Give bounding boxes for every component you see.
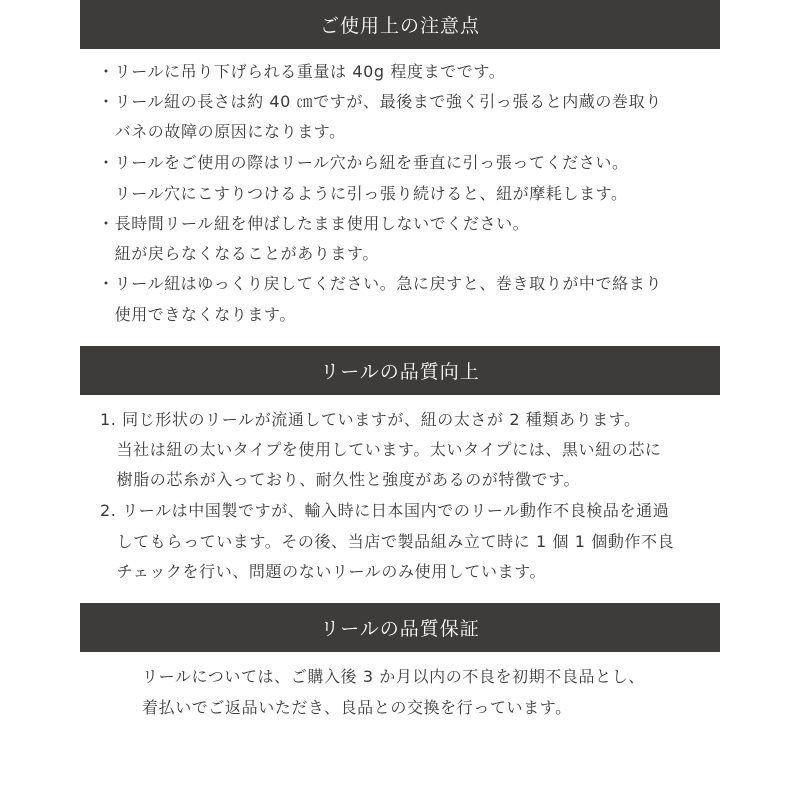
caution-line: バネの故障の原因になります。	[98, 122, 346, 141]
caution-line: ・長時間リール紐を伸ばしたまま使用しないでください。	[98, 214, 530, 233]
quality-line: 1. 同じ形状のリールが流通していますが、紐の太さが 2 種類あります。	[100, 410, 641, 429]
section-header-cautions	[80, 0, 720, 49]
caution-line: リール穴にこすりつけるように引っ張り続けると、紐が摩耗します。	[98, 184, 628, 203]
caution-line: ・リールをご使用の際はリール穴から紐を垂直に引っ張ってください。	[98, 153, 629, 172]
quality-line: チェックを行い、問題のないリールのみ使用しています。	[100, 562, 547, 581]
quality-line: してもらっています。その後、当店で製品組み立て時に 1 個 1 個動作不良	[100, 532, 675, 551]
caution-line: ・リール紐はゆっくり戻してください。急に戻すと、巻き取りが中で絡まり	[98, 274, 662, 293]
caution-line: ・リール紐の長さは約 40 ㎝ですが、最後まで強く引っ張ると内蔵の巻取り	[98, 92, 662, 111]
section-title: ご使用上の注意点	[319, 15, 480, 37]
caution-line: ・リールに吊り下げられる重量は 40g 程度までです。	[98, 62, 506, 81]
quality-line: 樹脂の芯糸が入っており、耐久性と強度があるのが特徴です。	[100, 470, 581, 489]
guarantee-line: リールについては、ご購入後 3 か月以内の不良を初期不良品とし、	[142, 667, 645, 686]
caution-line: 使用できなくなります。	[98, 305, 296, 324]
quality-line: 当社は紐の太いタイプを使用しています。太いタイプには、黒い紐の芯に	[100, 440, 662, 459]
section-header-quality-guarantee	[80, 603, 720, 652]
caution-line: 紐が戻らなくなることがあります。	[98, 244, 379, 263]
guarantee-line: 着払いでご返品いただき、良品との交換を行っています。	[142, 698, 572, 717]
section-header-quality-improvement	[80, 346, 720, 395]
section-title: リールの品質向上	[320, 361, 480, 383]
section-title: リールの品質保証	[320, 618, 480, 640]
quality-line: 2. リールは中国製ですが、輸入時に日本国内でのリール動作不良検品を通過	[100, 501, 670, 520]
